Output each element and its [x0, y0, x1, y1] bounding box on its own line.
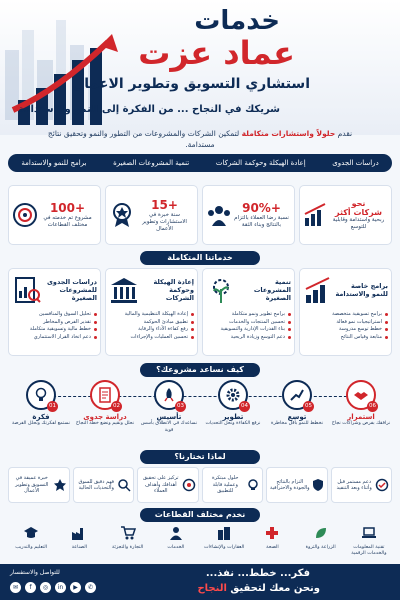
stat-card: نحو شركات أكثر ربحية واستدامة وقابلية للتوسع [299, 185, 392, 245]
sector-item: الخدمات [153, 525, 199, 561]
stat-card: +100 مشروع تم خدمته في مختلف القطاعات [8, 185, 101, 245]
tagline: شريكك في النجاح ... من الفكرة إلى النمو والاستدامة [18, 104, 280, 115]
idea-icon [246, 478, 260, 492]
rocket-icon [161, 387, 177, 403]
hero-section [0, 0, 400, 135]
leaf-icon [313, 525, 329, 541]
service-bar-item: برامج للنمو والاستدامة [21, 159, 87, 167]
stat-card: +15 سنة خبرة في الاستشارات وتطوير الأعمال [105, 185, 198, 245]
cart-icon [120, 525, 136, 541]
star-icon [53, 478, 67, 492]
aim-icon [182, 478, 196, 492]
award-medal-icon [109, 202, 135, 228]
expand-chart-icon [289, 387, 305, 403]
service-card: دراسات الجدوى للمشروعات الصغيرة تحليل السوق والمنافسين تقدير الفرص والمخاطر خطط مالية وتسويقية متكاملة دعم اتخاذ القرار الاستثماري [8, 268, 101, 356]
sector-item: العقارات والإنشاءات [201, 525, 247, 561]
sectors-row [8, 525, 392, 561]
process-timeline [8, 380, 392, 442]
footer [0, 564, 400, 600]
report-chart-icon [12, 275, 42, 305]
magnifier-icon [117, 478, 131, 492]
process-step: 03 تأسيس نساعدك في الانطلاق بأسس قوية [138, 380, 200, 434]
stat-card: +90% نسبة رضا العملاء بالتزام بالنتائج وبناء الثقة [202, 185, 295, 245]
sector-item: الصحة [249, 525, 295, 561]
page-subtitle: استشاري التسويق وتطوير الاعمال [72, 76, 310, 92]
whatsapp-icon[interactable]: ✆ [85, 582, 96, 593]
buildings-icon [216, 525, 232, 541]
why-us-header: لماذا تختارنا؟ [140, 450, 260, 464]
document-icon [97, 387, 113, 403]
footer-slogan-line1: فكر... خطط... نفذ... [205, 568, 310, 579]
service-bar-item: تنمية المشروعات الصغيرة [113, 159, 190, 167]
service-bar-item: إعادة الهيكلة وحوكمة الشركات [215, 159, 306, 167]
handshake-icon [353, 387, 369, 403]
stats-row [8, 185, 392, 245]
institution-icon [109, 275, 139, 305]
service-icon [168, 525, 184, 541]
factory-icon [71, 525, 87, 541]
sector-item: الصناعة [56, 525, 102, 561]
service-card: إعادة الهيكلة وحوكمة الشركات إعادة الهيكلة التنظيمية والمالية تطبيق مبادئ الحوكمة رفع كفاءة الأداء والرقابة تحسين العمليات والإجراءات [105, 268, 198, 356]
lightbulb-icon [33, 387, 49, 403]
check-shield-icon [311, 478, 325, 492]
sectors-header: نخدم مختلف القطاعات [140, 508, 260, 522]
instagram-icon[interactable]: ◎ [40, 582, 51, 593]
youtube-icon[interactable]: ▶ [70, 582, 81, 593]
growth-chart-icon [303, 202, 329, 228]
why-us-item: حلول مبتكرة وعملية قابلة للتطبيق [202, 467, 264, 503]
process-step: 02 دراسة جدوى نحلل ونقيم ونضع خطة النجاح [74, 380, 136, 428]
bar-growth-icon [303, 275, 333, 305]
health-icon [264, 525, 280, 541]
intro-text: نقدم حلولاً واستشارات متكاملة لتمكين الشركات والمشروعات من التطور والنمو وتحقيق نتائج مستدامة. [47, 129, 353, 149]
why-us-item: خبرة عميقة في التسويق وتطوير الأعمال [8, 467, 70, 503]
laptop-icon [361, 525, 377, 541]
process-step: 05 توسع نخطط للنمو بأقل مخاطرة [266, 380, 328, 428]
services-header: خدماتنا المتكاملة [140, 251, 260, 265]
page-title-line2: عماد عزت [138, 34, 295, 72]
service-bar-item: دراسات الجدوى [332, 159, 379, 167]
services-summary-bar [8, 154, 392, 172]
why-us-item: التزام بالنتائج والجودة والاحترافية [266, 467, 328, 503]
sector-item: التعليم والتدريب [8, 525, 54, 561]
service-card: تنمية المشروعات الصغيرة برامج تطوير ونمو متكاملة تحسين المنتجات والخدمات بناء القدرات الإدارية والتسويقية دعم التوسع وزيادة الربحية [202, 268, 295, 356]
process-step: 01 فكرة نستمع لفكرتك ونحلل الفرصة [10, 380, 72, 428]
sector-item: الزراعة والثروة [298, 525, 344, 561]
support-icon [375, 478, 389, 492]
facebook-icon[interactable]: f [25, 582, 36, 593]
sector-item: تقنية المعلومات والخدمات الرقمية [346, 525, 392, 561]
why-us-item: تركيز على تحقيق أهدافك وأهداف العملاء [137, 467, 199, 503]
sector-item: التجارة والتجزئة [105, 525, 151, 561]
why-us-item: فهم دقيق للسوق والتحديات الحالية [73, 467, 135, 503]
target-icon [12, 202, 38, 228]
process-header: كيف نساعد مشروعك؟ [140, 363, 260, 377]
process-step: 06 استمرار نرافقك بفرص وشراكات نجاح [330, 380, 392, 428]
service-card: برامج خاصة للنمو والاستدامة برامج تسويقية متخصصة استراتيجيات نمو فعالة خطط توسع مدروسة متابعة وقياس النتائج [299, 268, 392, 356]
footer-slogan-line2: ونحن معك لتحقيق النجاح [197, 583, 320, 594]
social-icons [10, 582, 96, 593]
services-grid [8, 268, 392, 356]
process-step: 04 تطوير نرفع الكفاءة ونحل التحديات [202, 380, 264, 428]
email-icon[interactable]: ✉ [10, 582, 21, 593]
contact-label: للتواصل والاستفسار [10, 569, 60, 576]
linkedin-icon[interactable]: in [55, 582, 66, 593]
why-us-row [8, 467, 392, 503]
why-us-item: دعم مستمر قبل وأثناء وبعد التنفيذ [331, 467, 393, 503]
plant-gear-icon [206, 275, 236, 305]
page-title-line1: خدمات [194, 6, 280, 36]
team-icon [206, 202, 232, 228]
graduation-icon [23, 525, 39, 541]
gear-icon [225, 387, 241, 403]
